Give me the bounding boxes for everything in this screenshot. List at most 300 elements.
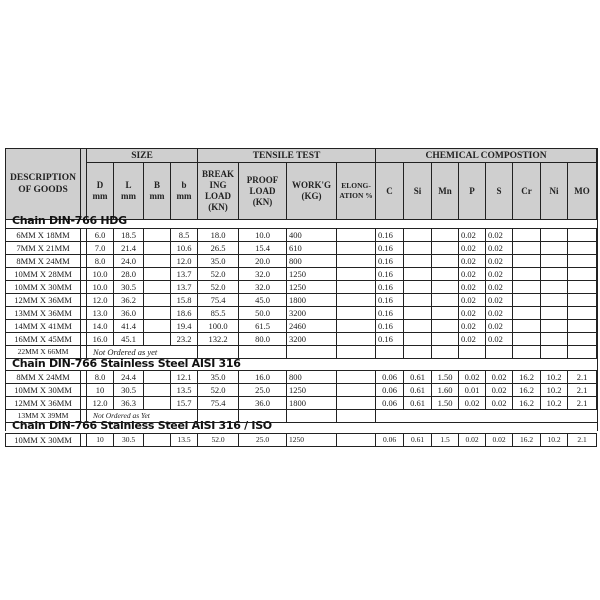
cell-b [144, 281, 171, 294]
cell-l: 18.5 [114, 229, 144, 242]
row-description: 10MM X 30MM [6, 281, 81, 294]
cell-p: 0.02 [459, 371, 486, 384]
cell-c: 0.06 [376, 371, 404, 384]
cell-mo: 2.1 [568, 434, 597, 447]
header-chemical-group: CHEMICAL COMPOSTION [376, 149, 597, 163]
section-ss316-rows [0, 370, 592, 423]
cell-b [144, 229, 171, 242]
cell-work: 1250 [287, 384, 337, 397]
section-title-ss316-iso: Chain DIN-766 Stainless Steel AISI 316 / ISO [12, 419, 272, 432]
cell-ni: 10.2 [541, 384, 568, 397]
cell-proof: 61.5 [239, 320, 287, 333]
cell-elong [337, 229, 376, 242]
cell-b: 13.5 [171, 434, 198, 447]
cell-mo: 2.1 [568, 397, 597, 410]
cell-p: 0.02 [459, 307, 486, 320]
cell-break: 18.0 [198, 229, 239, 242]
cell-elong [337, 333, 376, 346]
cell-l: 45.1 [114, 333, 144, 346]
cell-proof: 15.4 [239, 242, 287, 255]
cell-s: 0.02 [486, 397, 513, 410]
cell-cr [513, 229, 541, 242]
table-row [6, 410, 597, 423]
table-row [6, 371, 597, 384]
cell-si [404, 281, 432, 294]
cell-l: 30.5 [114, 384, 144, 397]
cell-cr: 16.2 [513, 384, 541, 397]
table-row [6, 333, 597, 346]
cell-proof [239, 346, 287, 359]
cell-b: 13.5 [171, 384, 198, 397]
table-row [6, 384, 597, 397]
cell-d: 6.0 [87, 229, 114, 242]
cell-b: 13.7 [171, 281, 198, 294]
cell-cr [513, 410, 541, 423]
cell-l: 36.2 [114, 294, 144, 307]
cell-s [486, 346, 513, 359]
cell-b: 12.0 [171, 255, 198, 268]
cell-si [404, 255, 432, 268]
cell-mo [568, 242, 597, 255]
header-size-b-lower-symbol: b [181, 180, 187, 190]
cell-c [376, 346, 404, 359]
cell-mo [568, 294, 597, 307]
cell-d: 10 [87, 384, 114, 397]
section-title-hdg: Chain DIN-766 HDG [12, 214, 127, 227]
cell-c [376, 410, 404, 423]
cell-c: 0.16 [376, 229, 404, 242]
cell-ni: 10.2 [541, 371, 568, 384]
cell-work: 3200 [287, 307, 337, 320]
cell-s: 0.02 [486, 307, 513, 320]
cell-work: 1250 [287, 281, 337, 294]
cell-mn [432, 281, 459, 294]
table-row [6, 346, 597, 359]
cell-mn: 1.60 [432, 384, 459, 397]
cell-mo: 2.1 [568, 384, 597, 397]
cell-c: 0.16 [376, 333, 404, 346]
cell-si [404, 229, 432, 242]
cell-si [404, 268, 432, 281]
cell-elong [337, 255, 376, 268]
cell-l: 21.4 [114, 242, 144, 255]
cell-ni [541, 268, 568, 281]
cell-s: 0.02 [486, 371, 513, 384]
cell-elong [337, 242, 376, 255]
cell-break [198, 346, 239, 359]
cell-si [404, 410, 432, 423]
cell-elong [337, 281, 376, 294]
cell-cr: 16.2 [513, 434, 541, 447]
header-working-load: WORK'G (KG) [287, 163, 337, 220]
cell-l: 30.5 [114, 434, 144, 447]
cell-ni [541, 346, 568, 359]
cell-mo [568, 268, 597, 281]
row-description: 22MM X 66MM [6, 346, 81, 359]
cell-elong [337, 307, 376, 320]
cell-b: 23.2 [171, 333, 198, 346]
cell-break: 75.4 [198, 397, 239, 410]
cell-b [144, 434, 171, 447]
cell-mn [432, 229, 459, 242]
cell-s: 0.02 [486, 434, 513, 447]
cell-b [144, 384, 171, 397]
cell-break: 52.0 [198, 384, 239, 397]
cell-mn: 1.5 [432, 434, 459, 447]
cell-cr: 16.2 [513, 371, 541, 384]
cell-p: 0.02 [459, 333, 486, 346]
cell-proof: 16.0 [239, 371, 287, 384]
cell-ni: 10.2 [541, 434, 568, 447]
cell-elong [337, 371, 376, 384]
cell-s: 0.02 [486, 268, 513, 281]
cell-mn [432, 255, 459, 268]
spec-table-header [5, 148, 597, 220]
cell-l: 36.3 [114, 397, 144, 410]
cell-break: 75.4 [198, 294, 239, 307]
cell-si: 0.61 [404, 384, 432, 397]
cell-cr [513, 294, 541, 307]
cell-mn [432, 242, 459, 255]
cell-mo: 2.1 [568, 371, 597, 384]
cell-si: 0.61 [404, 371, 432, 384]
cell-mo [568, 281, 597, 294]
table-row [6, 242, 597, 255]
header-chem-c: C [376, 163, 404, 220]
header-size-b-upper [144, 163, 171, 220]
cell-l: 24.4 [114, 371, 144, 384]
cell-s: 0.02 [486, 229, 513, 242]
cell-b: 15.7 [171, 397, 198, 410]
cell-elong [337, 410, 376, 423]
table-row [6, 281, 597, 294]
cell-d: 8.0 [87, 255, 114, 268]
row-description: 10MM X 28MM [6, 268, 81, 281]
cell-c: 0.16 [376, 255, 404, 268]
cell-elong [337, 384, 376, 397]
cell-s: 0.02 [486, 294, 513, 307]
row-description: 10MM X 30MM [6, 384, 81, 397]
header-chem-ni: Ni [541, 163, 568, 220]
cell-cr [513, 268, 541, 281]
header-size-b-lower [171, 163, 198, 220]
cell-b [144, 255, 171, 268]
header-chem-cr: Cr [513, 163, 541, 220]
cell-b [144, 397, 171, 410]
cell-mn [432, 346, 459, 359]
header-size-b-lower-unit: mm [176, 191, 192, 201]
cell-si [404, 294, 432, 307]
header-size-l-symbol: L [125, 180, 132, 190]
table-row [6, 294, 597, 307]
cell-ni [541, 255, 568, 268]
cell-p: 0.02 [459, 397, 486, 410]
cell-work: 1250 [287, 434, 337, 447]
cell-p: 0.01 [459, 384, 486, 397]
header-size-group: SIZE [87, 149, 198, 163]
spec-table-section [5, 370, 597, 423]
cell-break: 52.0 [198, 281, 239, 294]
cell-b: 10.6 [171, 242, 198, 255]
cell-mo [568, 346, 597, 359]
cell-elong [337, 397, 376, 410]
header-description: DESCRIPTION OF GOODS [6, 149, 81, 220]
cell-d: 16.0 [87, 333, 114, 346]
cell-s: 0.02 [486, 333, 513, 346]
cell-ni [541, 229, 568, 242]
cell-si [404, 242, 432, 255]
cell-p: 0.02 [459, 242, 486, 255]
row-description: 12MM X 36MM [6, 294, 81, 307]
header-size-l [114, 163, 144, 220]
cell-ni [541, 294, 568, 307]
cell-s: 0.02 [486, 255, 513, 268]
section-hdg-rows [0, 228, 592, 359]
cell-cr [513, 281, 541, 294]
header-size-d-symbol: D [96, 180, 104, 190]
cell-c: 0.16 [376, 281, 404, 294]
table-row [6, 434, 597, 447]
cell-mn: 1.50 [432, 371, 459, 384]
header-tensile-group: TENSILE TEST [198, 149, 376, 163]
cell-d: 12.0 [87, 294, 114, 307]
cell-break: 52.0 [198, 434, 239, 447]
cell-break: 35.0 [198, 371, 239, 384]
cell-work [287, 346, 337, 359]
section-title-ss316: Chain DIN-766 Stainless Steel AISI 316 [12, 357, 241, 370]
cell-proof [239, 410, 287, 423]
cell-work: 3200 [287, 333, 337, 346]
cell-si: 0.61 [404, 397, 432, 410]
cell-b: 19.4 [171, 320, 198, 333]
cell-p [459, 410, 486, 423]
cell-break: 85.5 [198, 307, 239, 320]
cell-mo [568, 333, 597, 346]
cell-break: 100.0 [198, 320, 239, 333]
cell-s: 0.02 [486, 242, 513, 255]
cell-d: 10 [87, 434, 114, 447]
cell-l: 24.0 [114, 255, 144, 268]
cell-cr [513, 333, 541, 346]
header-size-d [87, 163, 114, 220]
cell-c: 0.16 [376, 320, 404, 333]
cell-ni [541, 410, 568, 423]
cell-l: 28.0 [114, 268, 144, 281]
cell-mo [568, 410, 597, 423]
cell-l: 36.0 [114, 307, 144, 320]
header-proof-load: PROOF LOAD (KN) [239, 163, 287, 220]
cell-c: 0.16 [376, 307, 404, 320]
row-description: 13MM X 36MM [6, 307, 81, 320]
cell-proof: 10.0 [239, 229, 287, 242]
cell-work: 2460 [287, 320, 337, 333]
cell-break: 52.0 [198, 268, 239, 281]
cell-break [198, 410, 239, 423]
header-chem-mo: MO [568, 163, 597, 220]
cell-c: 0.06 [376, 434, 404, 447]
cell-d: 7.0 [87, 242, 114, 255]
cell-b: 12.1 [171, 371, 198, 384]
cell-p: 0.02 [459, 320, 486, 333]
cell-d: 8.0 [87, 371, 114, 384]
cell-s: 0.02 [486, 384, 513, 397]
cell-d: 13.0 [87, 307, 114, 320]
header-size-b-upper-symbol: B [153, 180, 160, 190]
table-row [6, 255, 597, 268]
cell-proof: 25.0 [239, 384, 287, 397]
cell-s [486, 410, 513, 423]
cell-work: 800 [287, 371, 337, 384]
cell-si [404, 307, 432, 320]
cell-break: 132.2 [198, 333, 239, 346]
row-description: 6MM X 18MM [6, 229, 81, 242]
cell-l: 41.4 [114, 320, 144, 333]
cell-proof: 80.0 [239, 333, 287, 346]
header-chem-si: Si [404, 163, 432, 220]
cell-cr [513, 255, 541, 268]
cell-mn [432, 410, 459, 423]
cell-d: 12.0 [87, 397, 114, 410]
cell-proof: 36.0 [239, 397, 287, 410]
header-chem-p: P [459, 163, 486, 220]
cell-p: 0.02 [459, 255, 486, 268]
cell-break: 35.0 [198, 255, 239, 268]
header-breaking-load: BREAK ING LOAD (KN) [198, 163, 239, 220]
cell-work: 610 [287, 242, 337, 255]
cell-elong [337, 346, 376, 359]
cell-proof: 25.0 [239, 434, 287, 447]
row-description: 14MM X 41MM [6, 320, 81, 333]
row-description: 7MM X 21MM [6, 242, 81, 255]
row-description: 10MM X 30MM [6, 434, 81, 447]
cell-b: 13.7 [171, 268, 198, 281]
cell-b [144, 242, 171, 255]
row-description: 12MM X 36MM [6, 397, 81, 410]
cell-b [144, 320, 171, 333]
cell-elong [337, 434, 376, 447]
header-chem-s: S [486, 163, 513, 220]
table-row [6, 397, 597, 410]
cell-proof: 45.0 [239, 294, 287, 307]
cell-mo [568, 307, 597, 320]
cell-work: 1250 [287, 268, 337, 281]
cell-b: 18.6 [171, 307, 198, 320]
cell-ni [541, 281, 568, 294]
row-description: 8MM X 24MM [6, 255, 81, 268]
cell-si [404, 346, 432, 359]
cell-p: 0.02 [459, 434, 486, 447]
cell-work [287, 410, 337, 423]
cell-b [144, 333, 171, 346]
header-chem-mn: Mn [432, 163, 459, 220]
cell-mn: 1.50 [432, 397, 459, 410]
cell-b [144, 371, 171, 384]
cell-d: 10.0 [87, 268, 114, 281]
cell-si [404, 333, 432, 346]
cell-ni [541, 333, 568, 346]
cell-p: 0.02 [459, 268, 486, 281]
cell-p: 0.02 [459, 229, 486, 242]
section-ss316-iso-rows [0, 433, 592, 447]
cell-cr: 16.2 [513, 397, 541, 410]
cell-c: 0.16 [376, 268, 404, 281]
cell-mo [568, 229, 597, 242]
cell-proof: 32.0 [239, 281, 287, 294]
cell-proof: 50.0 [239, 307, 287, 320]
table-row [6, 229, 597, 242]
cell-mn [432, 307, 459, 320]
cell-si: 0.61 [404, 434, 432, 447]
cell-d: 14.0 [87, 320, 114, 333]
cell-work: 400 [287, 229, 337, 242]
row-description: 8MM X 24MM [6, 371, 81, 384]
cell-ni: 10.2 [541, 397, 568, 410]
cell-mn [432, 268, 459, 281]
cell-cr [513, 346, 541, 359]
header-size-b-upper-unit: mm [149, 191, 165, 201]
row-description: 13MM X 39MM [6, 410, 81, 423]
cell-elong [337, 268, 376, 281]
cell-work: 1800 [287, 294, 337, 307]
cell-elong [337, 320, 376, 333]
cell-proof: 20.0 [239, 255, 287, 268]
table-row [6, 320, 597, 333]
cell-ni [541, 320, 568, 333]
row-description: 16MM X 45MM [6, 333, 81, 346]
cell-b [144, 268, 171, 281]
cell-c: 0.16 [376, 242, 404, 255]
cell-d: 10.0 [87, 281, 114, 294]
cell-si [404, 320, 432, 333]
cell-c: 0.06 [376, 397, 404, 410]
spec-table-section [5, 433, 597, 447]
cell-ni [541, 307, 568, 320]
cell-p: 0.02 [459, 281, 486, 294]
cell-mn [432, 320, 459, 333]
row-note: Not Ordered as Yet [87, 410, 198, 423]
cell-s: 0.02 [486, 320, 513, 333]
header-size-d-unit: mm [92, 191, 108, 201]
cell-work: 800 [287, 255, 337, 268]
cell-cr [513, 307, 541, 320]
spec-table-section [5, 228, 597, 359]
cell-ni [541, 242, 568, 255]
cell-break: 26.5 [198, 242, 239, 255]
header-elongation: ELONG- ATION % [337, 163, 376, 220]
header-size-l-unit: mm [121, 191, 136, 201]
cell-c: 0.06 [376, 384, 404, 397]
cell-b [144, 307, 171, 320]
row-note: Not Ordered as yet [87, 346, 198, 359]
cell-mn [432, 294, 459, 307]
cell-mn [432, 333, 459, 346]
table-row [6, 268, 597, 281]
cell-b: 8.5 [171, 229, 198, 242]
cell-p: 0.02 [459, 294, 486, 307]
cell-elong [337, 294, 376, 307]
cell-p [459, 346, 486, 359]
table-row [6, 307, 597, 320]
cell-mo [568, 320, 597, 333]
cell-c: 0.16 [376, 294, 404, 307]
cell-mo [568, 255, 597, 268]
cell-s: 0.02 [486, 281, 513, 294]
cell-proof: 32.0 [239, 268, 287, 281]
cell-b: 15.8 [171, 294, 198, 307]
cell-cr [513, 242, 541, 255]
cell-l: 30.5 [114, 281, 144, 294]
cell-b [144, 294, 171, 307]
